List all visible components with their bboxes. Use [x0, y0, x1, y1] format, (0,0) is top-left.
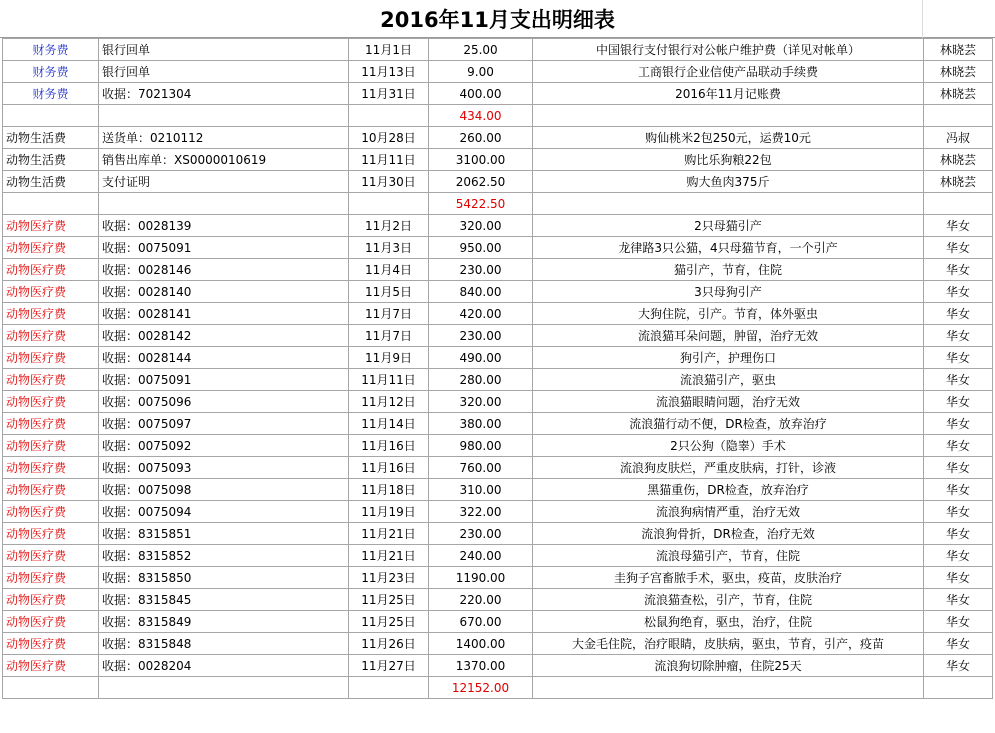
cell-person[interactable]: 林晓芸 [924, 39, 993, 61]
table-row [3, 369, 993, 391]
cell-description[interactable]: 流浪狗病情严重，治疗无效 [533, 501, 924, 523]
title-divider [922, 0, 923, 38]
cell-category[interactable]: 财务费 [3, 39, 99, 61]
table-row [3, 215, 993, 237]
cell-date[interactable]: 11月31日 [349, 83, 429, 105]
cell-person[interactable]: 华女 [924, 215, 993, 237]
cell-subtotal[interactable]: 5422.50 [429, 193, 533, 215]
cell-description[interactable]: 中国银行支付银行对公帐户维护费（详见对帐单） [533, 39, 924, 61]
subtotal-row [3, 105, 993, 127]
cell-person[interactable] [924, 677, 993, 699]
cell-document[interactable]: 收据：0075098 [99, 479, 349, 501]
table-row [3, 501, 993, 523]
cell-category[interactable]: 动物医疗费 [3, 369, 99, 391]
cell-description[interactable]: 流浪猫查松，引产，节育，住院 [533, 589, 924, 611]
cell-description[interactable] [533, 105, 924, 127]
cell-amount[interactable]: 400.00 [429, 83, 533, 105]
cell-amount[interactable]: 1190.00 [429, 567, 533, 589]
expense-table [2, 38, 993, 699]
cell-document[interactable]: 收据：8315850 [99, 567, 349, 589]
table-row [3, 413, 993, 435]
cell-amount[interactable]: 380.00 [429, 413, 533, 435]
cell-document[interactable]: 收据：0028204 [99, 655, 349, 677]
cell-document[interactable]: 支付证明 [99, 171, 349, 193]
cell-category[interactable]: 动物医疗费 [3, 457, 99, 479]
cell-description[interactable]: 松鼠狗绝育，驱虫，治疗，住院 [533, 611, 924, 633]
cell-person[interactable]: 林晓芸 [924, 61, 993, 83]
cell-date[interactable]: 11月21日 [349, 545, 429, 567]
table-row [3, 523, 993, 545]
cell-description[interactable]: 购比乐狗粮22包 [533, 149, 924, 171]
cell-description[interactable]: 大金毛住院，治疗眼睛，皮肤病，驱虫，节育，引产，疫苗 [533, 633, 924, 655]
cell-amount[interactable]: 320.00 [429, 215, 533, 237]
cell-date[interactable]: 11月21日 [349, 523, 429, 545]
cell-category[interactable]: 动物医疗费 [3, 347, 99, 369]
table-row [3, 281, 993, 303]
cell-document[interactable]: 收据：8315851 [99, 523, 349, 545]
cell-amount[interactable]: 280.00 [429, 369, 533, 391]
cell-document[interactable]: 收据：0028142 [99, 325, 349, 347]
table-row [3, 611, 993, 633]
cell-category[interactable]: 动物医疗费 [3, 655, 99, 677]
cell-amount[interactable]: 260.00 [429, 127, 533, 149]
cell-category[interactable]: 动物医疗费 [3, 611, 99, 633]
cell-date[interactable]: 11月25日 [349, 589, 429, 611]
cell-category[interactable]: 动物医疗费 [3, 501, 99, 523]
cell-document[interactable]: 收据：0028140 [99, 281, 349, 303]
cell-description[interactable]: 黑猫重伤，DR检查，放弃治疗 [533, 479, 924, 501]
cell-category[interactable]: 动物医疗费 [3, 259, 99, 281]
table-row [3, 325, 993, 347]
cell-date[interactable]: 11月11日 [349, 369, 429, 391]
cell-date[interactable]: 11月14日 [349, 413, 429, 435]
cell-date[interactable]: 11月26日 [349, 633, 429, 655]
cell-document[interactable]: 收据：0028146 [99, 259, 349, 281]
cell-date[interactable]: 11月2日 [349, 215, 429, 237]
cell-description[interactable] [533, 193, 924, 215]
cell-amount[interactable]: 840.00 [429, 281, 533, 303]
cell-category[interactable]: 动物医疗费 [3, 545, 99, 567]
cell-amount[interactable]: 320.00 [429, 391, 533, 413]
cell-amount[interactable]: 230.00 [429, 523, 533, 545]
cell-category[interactable]: 动物医疗费 [3, 237, 99, 259]
cell-description[interactable]: 工商银行企业信使产品联动手续费 [533, 61, 924, 83]
table-row [3, 479, 993, 501]
table-row [3, 435, 993, 457]
cell-category[interactable] [3, 677, 99, 699]
cell-category[interactable] [3, 105, 99, 127]
cell-description[interactable]: 流浪猫眼睛问题，治疗无效 [533, 391, 924, 413]
table-row [3, 259, 993, 281]
cell-amount[interactable]: 240.00 [429, 545, 533, 567]
cell-date[interactable]: 11月16日 [349, 457, 429, 479]
cell-document[interactable]: 收据：0028139 [99, 215, 349, 237]
cell-date[interactable] [349, 193, 429, 215]
cell-person[interactable]: 林晓芸 [924, 171, 993, 193]
cell-category[interactable]: 动物医疗费 [3, 413, 99, 435]
cell-amount[interactable]: 3100.00 [429, 149, 533, 171]
cell-document[interactable]: 收据：8315848 [99, 633, 349, 655]
cell-description[interactable]: 流浪狗皮肤烂，严重皮肤病，打针，诊液 [533, 457, 924, 479]
cell-person[interactable]: 华女 [924, 369, 993, 391]
cell-document[interactable]: 收据：8315849 [99, 611, 349, 633]
table-row [3, 457, 993, 479]
table-row [3, 347, 993, 369]
cell-description[interactable]: 流浪猫引产，驱虫 [533, 369, 924, 391]
cell-person[interactable]: 华女 [924, 391, 993, 413]
cell-description[interactable]: 2016年11月记账费 [533, 83, 924, 105]
cell-category[interactable]: 动物医疗费 [3, 435, 99, 457]
cell-person[interactable]: 华女 [924, 457, 993, 479]
cell-document[interactable]: 银行回单 [99, 61, 349, 83]
cell-person[interactable] [924, 193, 993, 215]
cell-amount[interactable]: 490.00 [429, 347, 533, 369]
table-row [3, 149, 993, 171]
cell-document[interactable]: 收据：7021304 [99, 83, 349, 105]
cell-category[interactable]: 动物生活费 [3, 149, 99, 171]
cell-document[interactable]: 销售出库单：XS0000010619 [99, 149, 349, 171]
subtotal-row [3, 677, 993, 699]
cell-description[interactable]: 购仙桃米2包250元，运费10元 [533, 127, 924, 149]
cell-category[interactable]: 动物医疗费 [3, 281, 99, 303]
cell-category[interactable]: 动物医疗费 [3, 633, 99, 655]
cell-category[interactable]: 动物医疗费 [3, 567, 99, 589]
cell-amount[interactable]: 420.00 [429, 303, 533, 325]
table-row [3, 545, 993, 567]
cell-document[interactable]: 收据：0028144 [99, 347, 349, 369]
cell-category[interactable]: 财务费 [3, 61, 99, 83]
cell-person[interactable]: 华女 [924, 545, 993, 567]
table-row [3, 61, 993, 83]
cell-person[interactable]: 华女 [924, 237, 993, 259]
cell-description[interactable]: 狗引产，护理伤口 [533, 347, 924, 369]
cell-person[interactable]: 华女 [924, 655, 993, 677]
cell-date[interactable]: 11月3日 [349, 237, 429, 259]
cell-person[interactable]: 华女 [924, 633, 993, 655]
table-row [3, 83, 993, 105]
cell-document[interactable]: 收据：8315845 [99, 589, 349, 611]
cell-person[interactable]: 华女 [924, 413, 993, 435]
table-row [3, 237, 993, 259]
cell-date[interactable]: 11月30日 [349, 171, 429, 193]
cell-category[interactable]: 动物医疗费 [3, 303, 99, 325]
cell-date[interactable]: 11月5日 [349, 281, 429, 303]
cell-amount[interactable]: 310.00 [429, 479, 533, 501]
table-row [3, 391, 993, 413]
cell-document[interactable]: 送货单：0210112 [99, 127, 349, 149]
cell-date[interactable]: 11月12日 [349, 391, 429, 413]
cell-document[interactable] [99, 677, 349, 699]
cell-description[interactable]: 大狗住院，引产。节育，体外驱虫 [533, 303, 924, 325]
cell-subtotal[interactable]: 12152.00 [429, 677, 533, 699]
sheet-title[interactable]: 2016年11月支出明细表 [0, 0, 995, 38]
cell-date[interactable]: 11月4日 [349, 259, 429, 281]
cell-description[interactable] [533, 677, 924, 699]
cell-person[interactable]: 华女 [924, 347, 993, 369]
cell-person[interactable]: 林晓芸 [924, 149, 993, 171]
table-row [3, 171, 993, 193]
cell-description[interactable]: 购大鱼肉375斤 [533, 171, 924, 193]
cell-person[interactable]: 华女 [924, 303, 993, 325]
cell-person[interactable]: 华女 [924, 435, 993, 457]
cell-person[interactable]: 华女 [924, 589, 993, 611]
subtotal-row [3, 193, 993, 215]
cell-category[interactable]: 动物医疗费 [3, 391, 99, 413]
cell-person[interactable]: 华女 [924, 611, 993, 633]
cell-document[interactable] [99, 193, 349, 215]
cell-person[interactable]: 华女 [924, 281, 993, 303]
cell-date[interactable]: 11月1日 [349, 39, 429, 61]
table-row [3, 633, 993, 655]
cell-amount[interactable]: 9.00 [429, 61, 533, 83]
cell-date[interactable]: 11月13日 [349, 61, 429, 83]
cell-document[interactable]: 收据：8315852 [99, 545, 349, 567]
cell-amount[interactable]: 980.00 [429, 435, 533, 457]
cell-category[interactable]: 动物医疗费 [3, 325, 99, 347]
cell-date[interactable]: 11月7日 [349, 325, 429, 347]
cell-date[interactable]: 11月9日 [349, 347, 429, 369]
table-row [3, 39, 993, 61]
cell-amount[interactable]: 2062.50 [429, 171, 533, 193]
cell-category[interactable]: 动物医疗费 [3, 589, 99, 611]
cell-date[interactable] [349, 677, 429, 699]
cell-date[interactable]: 11月7日 [349, 303, 429, 325]
cell-person[interactable]: 华女 [924, 567, 993, 589]
cell-subtotal[interactable]: 434.00 [429, 105, 533, 127]
cell-date[interactable]: 11月16日 [349, 435, 429, 457]
cell-amount[interactable]: 670.00 [429, 611, 533, 633]
cell-category[interactable] [3, 193, 99, 215]
cell-description[interactable]: 3只母狗引产 [533, 281, 924, 303]
cell-amount[interactable]: 25.00 [429, 39, 533, 61]
cell-category[interactable]: 动物医疗费 [3, 215, 99, 237]
cell-date[interactable]: 11月11日 [349, 149, 429, 171]
cell-date[interactable]: 11月19日 [349, 501, 429, 523]
cell-amount[interactable]: 950.00 [429, 237, 533, 259]
cell-person[interactable]: 华女 [924, 501, 993, 523]
cell-date[interactable]: 11月27日 [349, 655, 429, 677]
cell-amount[interactable]: 1370.00 [429, 655, 533, 677]
cell-description[interactable]: 2只母猫引产 [533, 215, 924, 237]
cell-date[interactable]: 10月28日 [349, 127, 429, 149]
cell-amount[interactable]: 1400.00 [429, 633, 533, 655]
cell-document[interactable]: 收据：0075091 [99, 237, 349, 259]
cell-person[interactable]: 华女 [924, 259, 993, 281]
cell-description[interactable]: 龙律路3只公猫，4只母猫节育，一个引产 [533, 237, 924, 259]
cell-description[interactable]: 猫引产，节育，住院 [533, 259, 924, 281]
cell-person[interactable]: 华女 [924, 325, 993, 347]
cell-amount[interactable]: 230.00 [429, 259, 533, 281]
cell-date[interactable]: 11月18日 [349, 479, 429, 501]
cell-document[interactable]: 银行回单 [99, 39, 349, 61]
cell-amount[interactable]: 322.00 [429, 501, 533, 523]
table-row [3, 127, 993, 149]
cell-document[interactable]: 收据：0075092 [99, 435, 349, 457]
cell-description[interactable]: 流浪狗骨折，DR检查，治疗无效 [533, 523, 924, 545]
table-row [3, 655, 993, 677]
cell-description[interactable]: 流浪猫行动不便，DR检查，放弃治疗 [533, 413, 924, 435]
table-row [3, 589, 993, 611]
cell-category[interactable]: 动物生活费 [3, 127, 99, 149]
cell-description[interactable]: 流浪狗切除肿瘤，住院25天 [533, 655, 924, 677]
cell-document[interactable]: 收据：0075096 [99, 391, 349, 413]
cell-person[interactable]: 林晓芸 [924, 83, 993, 105]
cell-document[interactable]: 收据：0075093 [99, 457, 349, 479]
table-row [3, 303, 993, 325]
cell-description[interactable]: 2只公狗（隐睾）手术 [533, 435, 924, 457]
cell-date[interactable]: 11月23日 [349, 567, 429, 589]
cell-category[interactable]: 动物生活费 [3, 171, 99, 193]
cell-amount[interactable]: 760.00 [429, 457, 533, 479]
cell-category[interactable]: 动物医疗费 [3, 479, 99, 501]
cell-category[interactable]: 动物医疗费 [3, 523, 99, 545]
cell-person[interactable]: 华女 [924, 479, 993, 501]
cell-document[interactable]: 收据：0075097 [99, 413, 349, 435]
cell-person[interactable]: 华女 [924, 523, 993, 545]
cell-description[interactable]: 流浪母猫引产，节育，住院 [533, 545, 924, 567]
cell-description[interactable]: 圭狗子宫畜脓手术，驱虫，疫苗，皮肤治疗 [533, 567, 924, 589]
cell-document[interactable]: 收据：0075094 [99, 501, 349, 523]
expense-table-body [3, 39, 993, 699]
cell-amount[interactable]: 230.00 [429, 325, 533, 347]
cell-person[interactable] [924, 105, 993, 127]
cell-document[interactable]: 收据：0028141 [99, 303, 349, 325]
cell-date[interactable]: 11月25日 [349, 611, 429, 633]
cell-amount[interactable]: 220.00 [429, 589, 533, 611]
table-row [3, 567, 993, 589]
cell-description[interactable]: 流浪猫耳朵问题，肿留，治疗无效 [533, 325, 924, 347]
cell-person[interactable]: 冯叔 [924, 127, 993, 149]
cell-date[interactable] [349, 105, 429, 127]
cell-document[interactable] [99, 105, 349, 127]
cell-document[interactable]: 收据：0075091 [99, 369, 349, 391]
cell-category[interactable]: 财务费 [3, 83, 99, 105]
